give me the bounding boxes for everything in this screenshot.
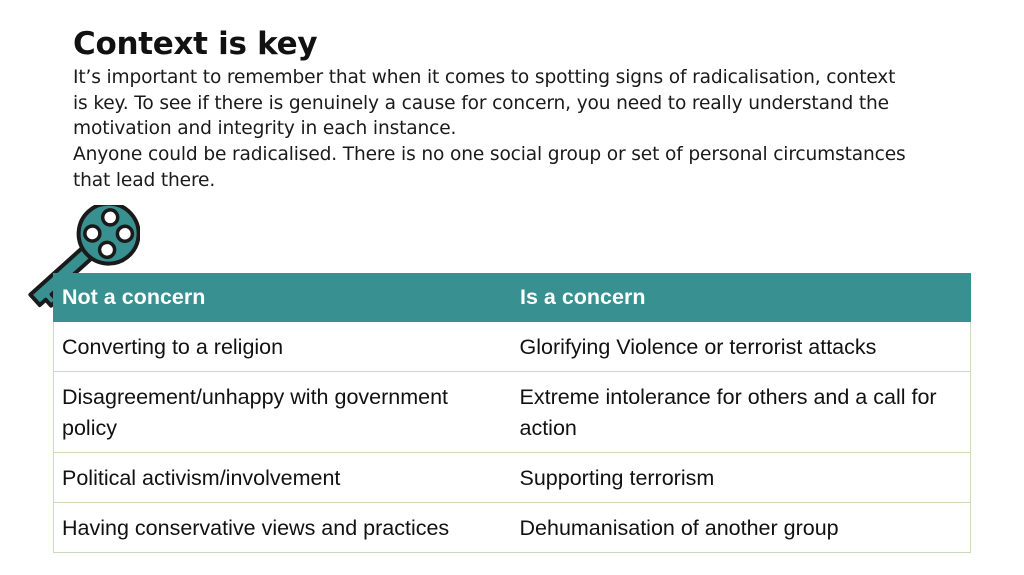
table-cell: Supporting terrorism	[512, 453, 971, 503]
intro-paragraph: It’s important to remember that when it comes to spotting signs of radicalisation, context is key. To see if there is genuinely a cause for concern, you need to really understand the motivation and integrity in each instance.	[73, 67, 896, 140]
table-row	[54, 453, 971, 503]
table-cell: Political activism/involvement	[54, 453, 512, 503]
table-cell: Having conservative views and practices	[54, 503, 512, 553]
table-cell: Extreme intolerance for others and a call for action	[512, 372, 971, 453]
table-row	[54, 503, 971, 553]
table-cell: Glorifying Violence or terrorist attacks	[512, 322, 971, 372]
concern-table	[53, 273, 971, 553]
table-cell: Dehumanisation of another group	[512, 503, 971, 553]
slide-body	[73, 65, 913, 194]
header-is-a-concern: Is a concern	[512, 274, 971, 322]
table-row	[54, 372, 971, 453]
table-cell: Converting to a religion	[54, 322, 512, 372]
header-not-a-concern: Not a concern	[54, 274, 512, 322]
table-header-row	[54, 274, 971, 322]
slide-title: Context is key	[73, 26, 318, 62]
second-paragraph: Anyone could be radicalised. There is no one social group or set of personal circumstances that lead there.	[73, 144, 906, 191]
table-cell: Disagreement/unhappy with government policy	[54, 372, 512, 453]
table-row	[54, 322, 971, 372]
